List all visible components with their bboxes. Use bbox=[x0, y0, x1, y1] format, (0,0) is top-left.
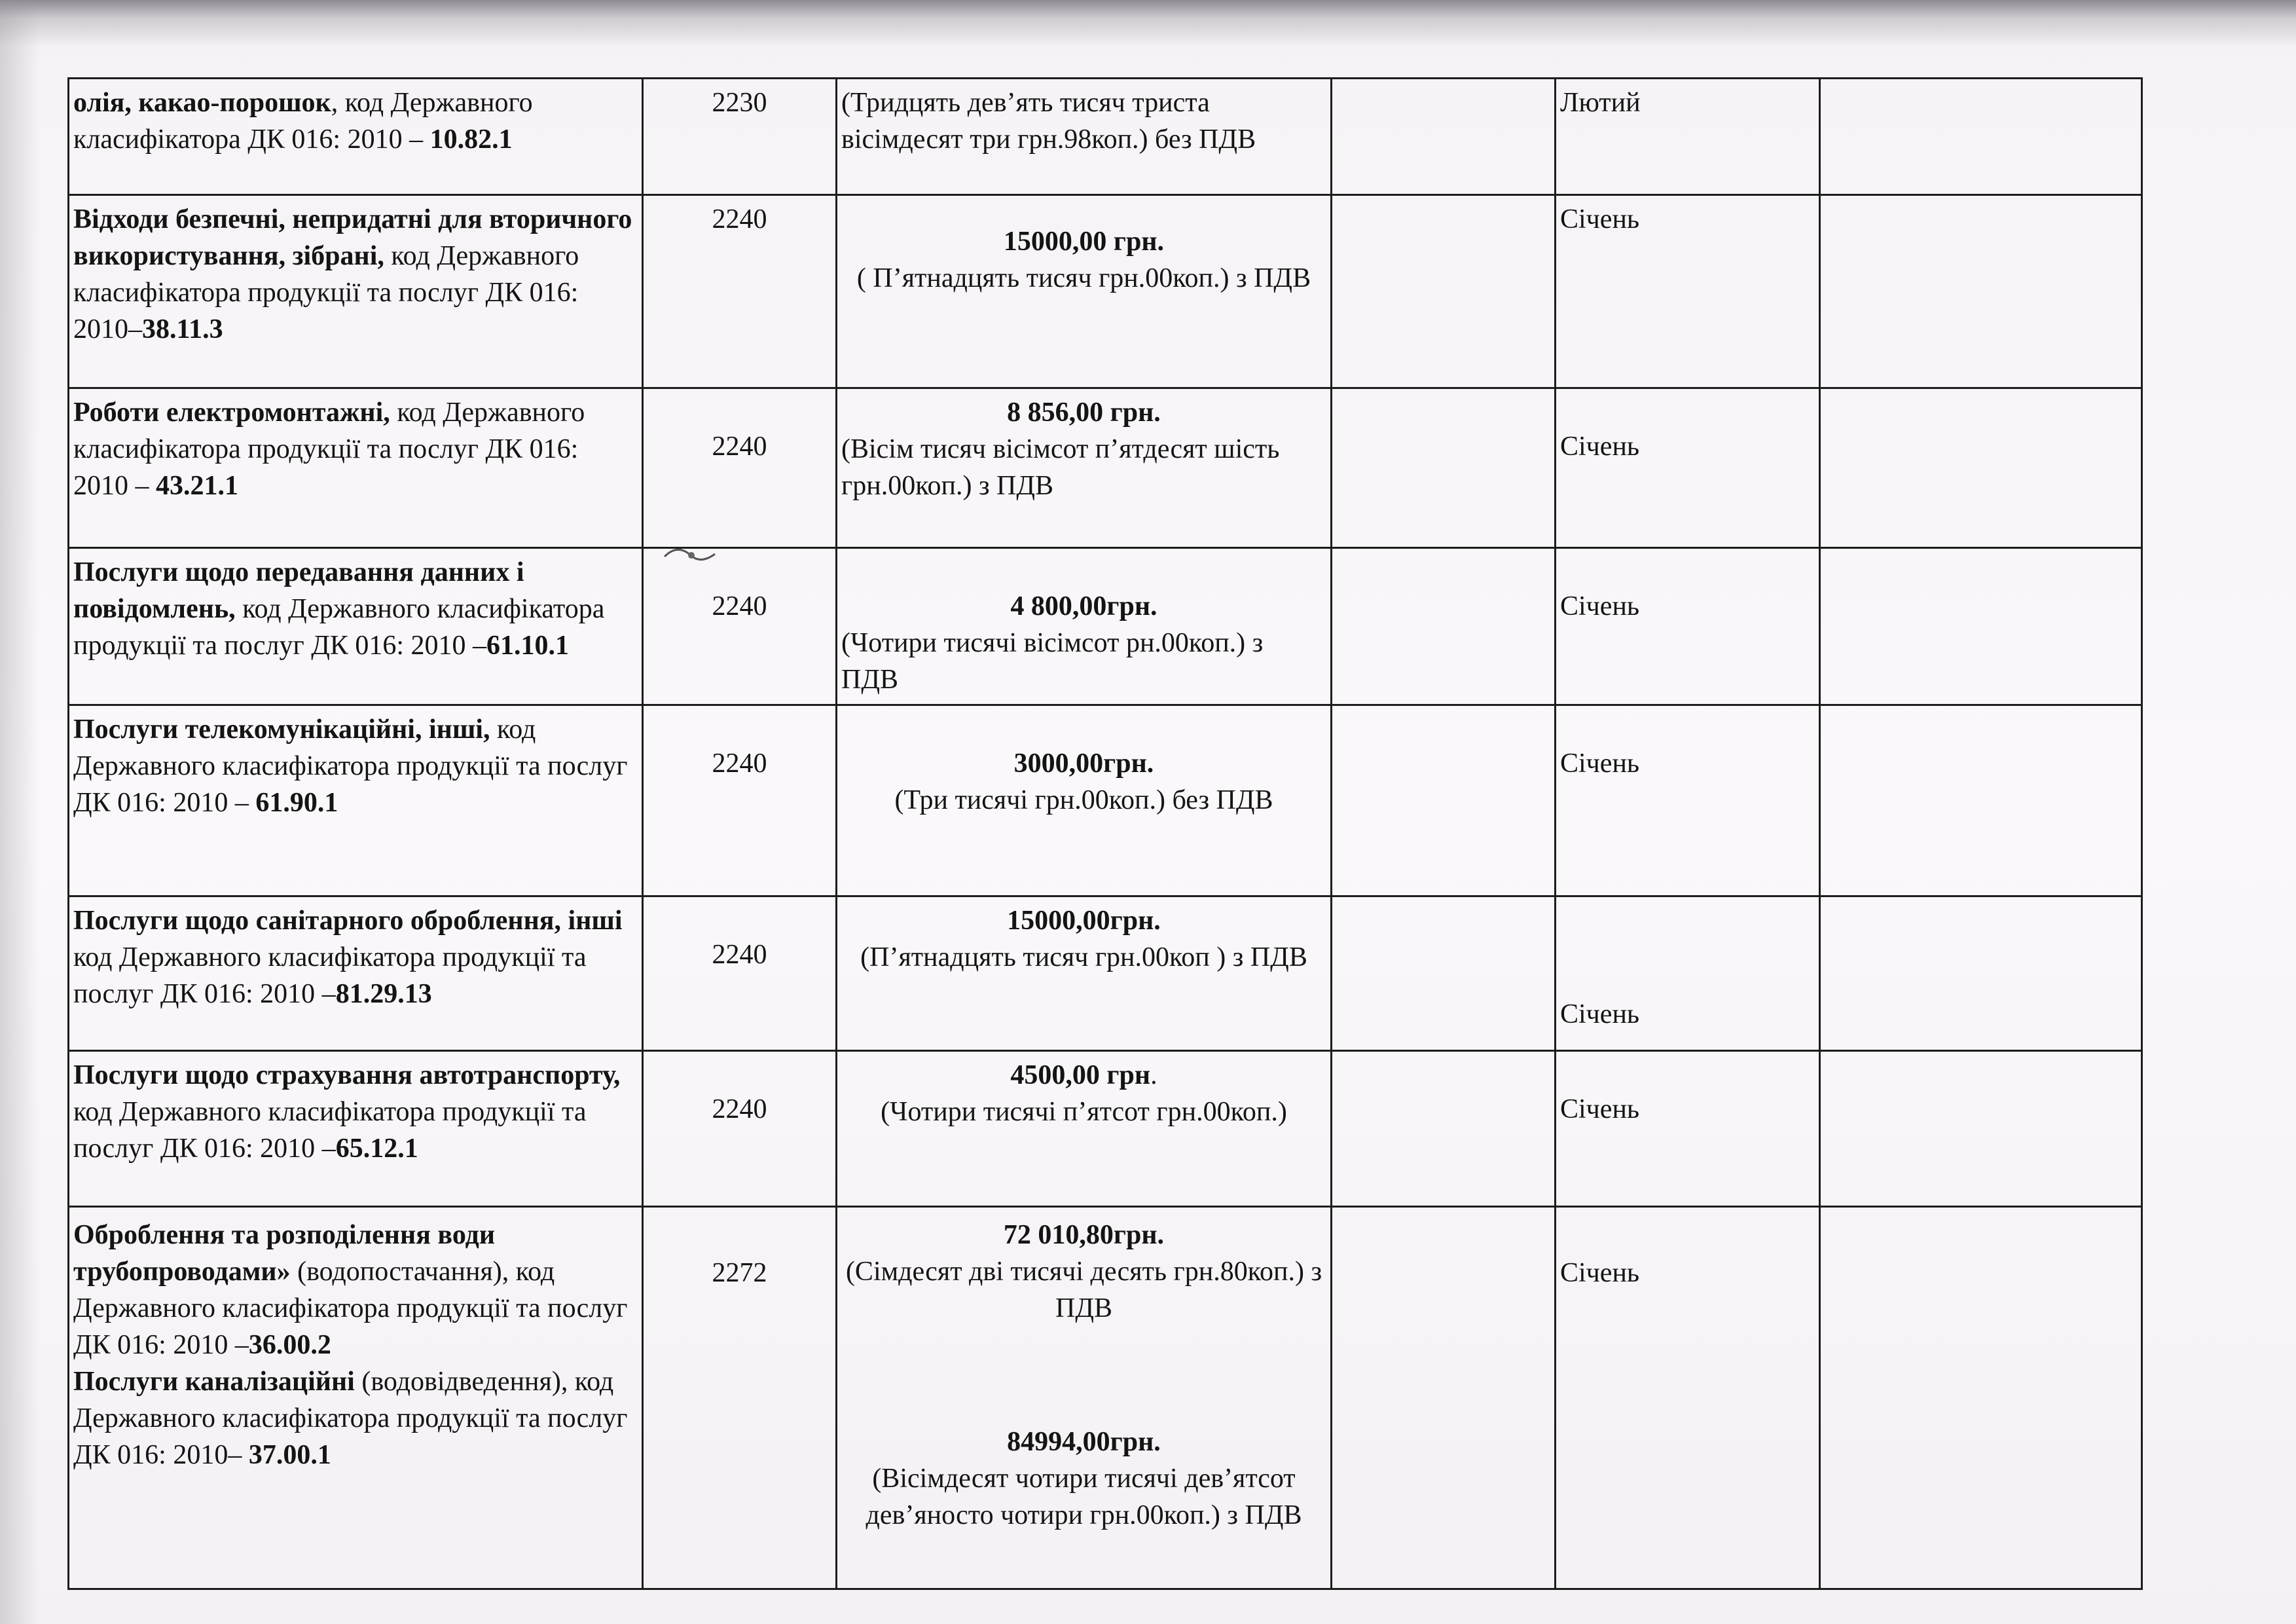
item-classifier-code: 43.21.1 bbox=[156, 471, 238, 501]
amount-number: 4500,00 грн. bbox=[1010, 1060, 1157, 1090]
item-name: Послуги щодо страхування автотранспорту, bbox=[73, 1060, 621, 1090]
empty-cell bbox=[1332, 79, 1556, 195]
kekv-code bbox=[643, 79, 837, 195]
month-value: Січень bbox=[1560, 748, 1640, 779]
item-classifier-code: 81.29.13 bbox=[335, 979, 432, 1009]
month-cell bbox=[1556, 388, 1820, 548]
kekv-code bbox=[643, 1051, 837, 1207]
amount-number: 15000,00 грн. bbox=[1003, 227, 1165, 257]
amount-number: 15000,00грн. bbox=[1007, 906, 1161, 936]
kekv-code bbox=[643, 195, 837, 388]
kekv-code bbox=[643, 705, 837, 896]
item-classifier-code: 36.00.2 bbox=[248, 1330, 331, 1360]
empty-cell bbox=[1820, 896, 2142, 1051]
amount-words: (Вісімдесят чотири тисячі дев’ятсот дев’яносто чотири грн.00коп.) з ПДВ bbox=[866, 1464, 1302, 1530]
table-row bbox=[69, 195, 2142, 388]
kekv-code bbox=[643, 388, 837, 548]
table-row bbox=[69, 548, 2142, 705]
kekv-value: 2240 bbox=[712, 591, 767, 621]
item-description bbox=[69, 195, 643, 388]
item-classifier-text: код Державного класифікатора продукції та послуг ДК 016: 2010 – bbox=[73, 714, 628, 818]
amount-cell bbox=[837, 79, 1332, 195]
month-cell bbox=[1556, 548, 1820, 705]
month-cell bbox=[1556, 896, 1820, 1051]
item-classifier-code: 61.90.1 bbox=[255, 788, 338, 818]
item-classifier-code: 61.10.1 bbox=[486, 631, 570, 661]
kekv-value: 2240 bbox=[712, 748, 767, 779]
item-classifier-text: код Державного класифікатора продукції та послуг ДК 016: 2010– bbox=[73, 241, 579, 344]
table-row bbox=[69, 79, 2142, 195]
item-classifier-code: 10.82.1 bbox=[429, 124, 513, 155]
empty-cell bbox=[1820, 195, 2142, 388]
month-value: Січень bbox=[1560, 1094, 1640, 1124]
amount-number: 4 800,00грн. bbox=[1010, 591, 1157, 621]
kekv-code bbox=[643, 1207, 837, 1589]
kekv-value: 2240 bbox=[712, 204, 767, 234]
amount-cell bbox=[837, 1051, 1332, 1207]
item-name: Послуги щодо передавання данних і повідомлень, bbox=[73, 557, 524, 624]
amount-number: 8 856,00 грн. bbox=[1007, 397, 1161, 428]
item-classifier-code: 37.00.1 bbox=[248, 1440, 331, 1470]
amount-number: 3000,00грн. bbox=[1013, 748, 1154, 779]
empty-cell bbox=[1820, 1051, 2142, 1207]
item-name: олія, какао-порошок bbox=[73, 88, 331, 118]
kekv-code bbox=[643, 896, 837, 1051]
kekv-value: 2230 bbox=[712, 88, 767, 118]
table-row bbox=[69, 705, 2142, 896]
item-classifier-text: (водопостачання), код Державного класифікатора продукції та послуг ДК 016: 2010 – bbox=[73, 1257, 628, 1360]
month-cell bbox=[1556, 1051, 1820, 1207]
amount-words: ( П’ятнадцять тисяч грн.00коп.) з ПДВ bbox=[856, 263, 1311, 293]
month-value: Січень bbox=[1560, 204, 1640, 234]
amount-number: 72 010,80грн. bbox=[1003, 1220, 1165, 1250]
table-row bbox=[69, 1051, 2142, 1207]
item-description bbox=[69, 705, 643, 896]
empty-cell bbox=[1820, 388, 2142, 548]
empty-cell bbox=[1332, 1051, 1556, 1207]
amount-cell bbox=[837, 896, 1332, 1051]
table-row bbox=[69, 896, 2142, 1051]
kekv-value: 2240 bbox=[712, 1094, 767, 1124]
kekv-value: 2240 bbox=[712, 432, 767, 462]
item-classifier-code: 38.11.3 bbox=[142, 314, 223, 344]
item-classifier-text: (водовідведення), код Державного класифікатора продукції та послуг ДК 016: 2010– bbox=[73, 1367, 628, 1470]
month-cell bbox=[1556, 705, 1820, 896]
amount-cell bbox=[837, 705, 1332, 896]
item-name: Оброблення та розподілення води трубопроводами» bbox=[73, 1220, 496, 1287]
amount-cell bbox=[837, 1207, 1332, 1589]
amount-cell bbox=[837, 195, 1332, 388]
item-description bbox=[69, 1051, 643, 1207]
amount-words: (П’ятнадцять тисяч грн.00коп ) з ПДВ bbox=[860, 942, 1307, 972]
amount-words: (Чотири тисячі п’ятсот грн.00коп.) bbox=[881, 1097, 1287, 1127]
item-description bbox=[69, 1207, 643, 1589]
amount-words: (Тридцять дев’ять тисяч триста вісімдесят три грн.98коп.) без ПДВ bbox=[841, 88, 1256, 155]
month-value: Січень bbox=[1560, 1258, 1640, 1288]
item-classifier-text: , код Державного класифікатора ДК 016: 2010 – bbox=[73, 88, 533, 155]
item-description bbox=[69, 548, 643, 705]
empty-cell bbox=[1332, 548, 1556, 705]
table-row bbox=[69, 1207, 2142, 1589]
empty-cell bbox=[1332, 195, 1556, 388]
empty-cell bbox=[1332, 388, 1556, 548]
amount-cell bbox=[837, 388, 1332, 548]
empty-cell bbox=[1332, 1207, 1556, 1589]
amount-words: (Вісім тисяч вісімсот п’ятдесят шість грн.00коп.) з ПДВ bbox=[841, 434, 1280, 501]
item-classifier-text: код Державного класифікатора продукції та послуг ДК 016: 2010 – bbox=[73, 942, 587, 1009]
ink-smudge bbox=[661, 537, 720, 576]
scan-shadow-top bbox=[0, 0, 2296, 46]
item-name: Послуги щодо санітарного оброблення, інші bbox=[73, 906, 623, 936]
empty-cell bbox=[1820, 548, 2142, 705]
item-classifier-text: код Державного класифікатора продукції та послуг ДК 016: 2010 – bbox=[73, 594, 605, 661]
item-name: Роботи електромонтажні, bbox=[73, 397, 390, 428]
empty-cell bbox=[1820, 1207, 2142, 1589]
amount-number: 84994,00грн. bbox=[1007, 1427, 1161, 1457]
month-cell bbox=[1556, 195, 1820, 388]
month-cell bbox=[1556, 79, 1820, 195]
item-description bbox=[69, 79, 643, 195]
item-classifier-text: код Державного класифікатора продукції та послуг ДК 016: 2010 – bbox=[73, 397, 585, 501]
item-classifier-text: код Державного класифікатора продукції та послуг ДК 016: 2010 – bbox=[73, 1097, 587, 1164]
month-value: Січень bbox=[1560, 432, 1640, 462]
kekv-value: 2272 bbox=[712, 1258, 767, 1288]
item-description bbox=[69, 388, 643, 548]
amount-words: (Три тисячі грн.00коп.) без ПДВ bbox=[894, 785, 1273, 815]
scan-shadow-left bbox=[0, 0, 39, 1624]
amount-words: (Сімдесят дві тисячі десять грн.80коп.) з ПДВ bbox=[845, 1257, 1322, 1323]
empty-cell bbox=[1332, 705, 1556, 896]
amount-cell bbox=[837, 548, 1332, 705]
amount-words: (Чотири тисячі вісімсот рн.00коп.) з ПДВ bbox=[841, 628, 1264, 695]
empty-cell bbox=[1820, 705, 2142, 896]
month-value: Січень bbox=[1560, 999, 1640, 1029]
item-description bbox=[69, 896, 643, 1051]
procurement-table bbox=[67, 77, 2143, 1590]
empty-cell bbox=[1820, 79, 2142, 195]
item-name: Відходи безпечні, непридатні для вторичного використування, зібрані, bbox=[73, 204, 632, 271]
item-name: Послуги каналізаційні bbox=[73, 1367, 355, 1397]
item-classifier-code: 65.12.1 bbox=[335, 1134, 418, 1164]
month-value: Лютий bbox=[1560, 88, 1641, 118]
month-cell bbox=[1556, 1207, 1820, 1589]
item-name: Послуги телекомунікаційні, інші, bbox=[73, 714, 490, 745]
empty-cell bbox=[1332, 896, 1556, 1051]
table-row bbox=[69, 388, 2142, 548]
kekv-value: 2240 bbox=[712, 940, 767, 970]
month-value: Січень bbox=[1560, 591, 1640, 621]
